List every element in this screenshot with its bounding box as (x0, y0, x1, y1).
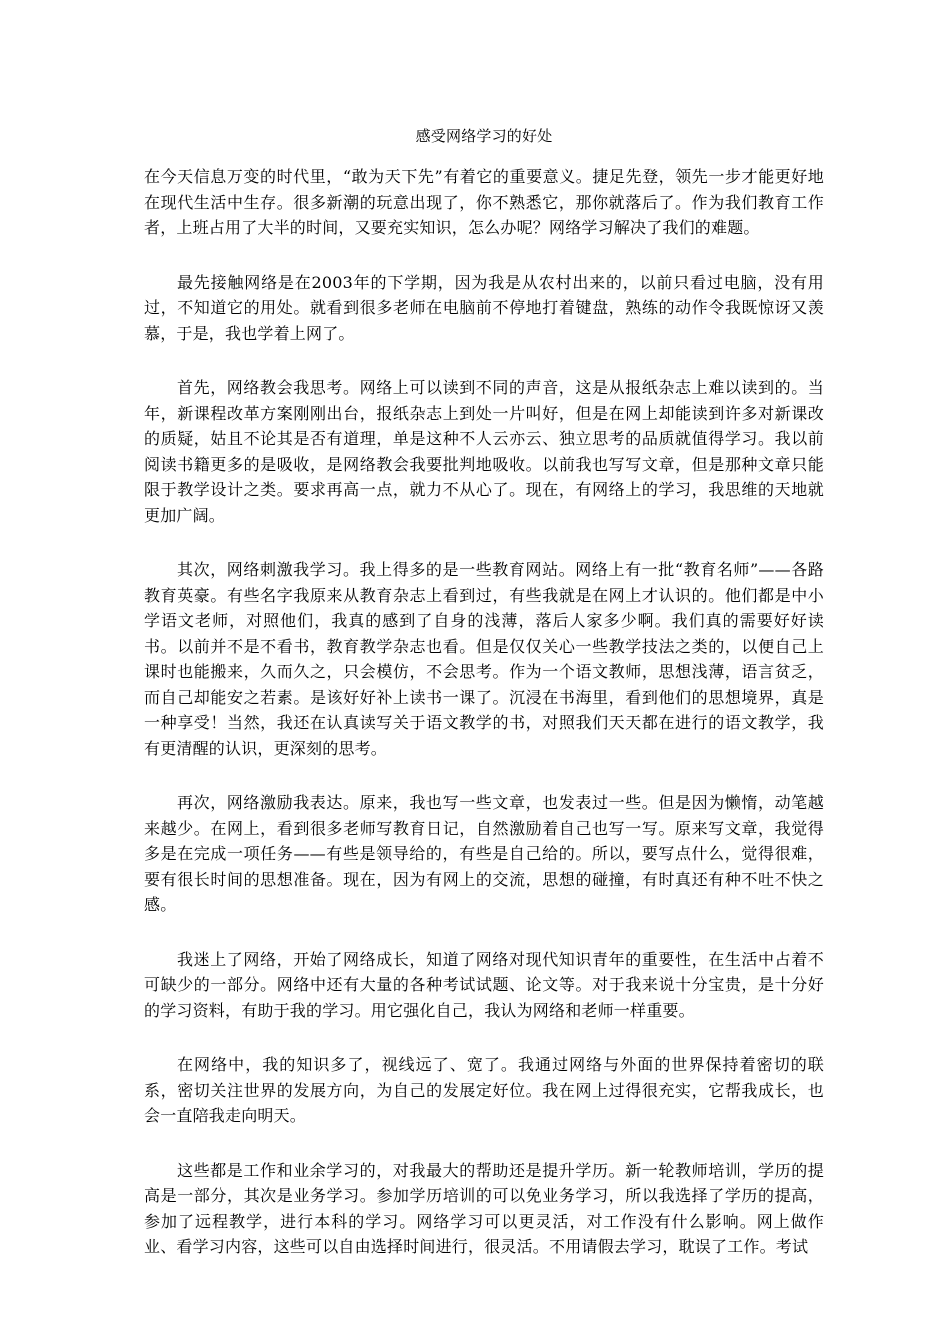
document-title: 感受网络学习的好处 (415, 127, 553, 145)
paragraph-first-contact: 最先接触网络是在2003年的下学期，因为我是从农村出来的，以前只看过电脑，没有用过，不知道它的用处。就看到很多老师在电脑前不停地打着键盘，熟练的动作令我既惊讶又羡慕，于是，我也学着上网了。 (144, 272, 824, 343)
paragraph-learning: 其次，网络刺激我学习。我上得多的是一些教育网站。网络上有一批“教育名师”——各路教育英豪。有些名字我原来从教育杂志上看到过，有些我就是在网上才认识的。他们都是中小学语文老师，对照他们，我真的感到了自身的浅薄，落后人家多少啊。我们真的需要好好读书。以前并不是不看书，教育教学杂志也看。但是仅仅关心一些教学技法之类的，以便自己上课时也能搬来，久而久之，只会模仿，不会思考。作为一个语文教师，思想浅薄，语言贫乏，而自己却能安之若素。是该好好补上读书一课了。沉浸在书海里，看到他们的思想境界，真是一种享受！当然，我还在认真读写关于语文教学的书，对照我们天天都在进行的语文教学，我有更清醒的认识，更深刻的思考。 (144, 560, 824, 758)
paragraph-degree: 这些都是工作和业余学习的，对我最大的帮助还是提升学历。新一轮教师培训，学历的提高是一部分，其次是业务学习。参加学历培训的可以免业务学习，所以我选择了学历的提高，参加了远程教学，进行本科的学习。网络学习可以更灵活，对工作没有什么影响。网上做作业、看学习内容，这些可以自由选择时间进行，很灵活。不用请假去学习，耽误了工作。考试 (144, 1160, 824, 1256)
paragraph-expression: 再次，网络激励我表达。原来，我也写一些文章，也发表过一些。但是因为懒惰，动笔越来越少。在网上，看到很多老师写教育日记，自然激励着自己也写一写。原来写文章，我觉得多是在完成一项任务——有些是领导给的，有些是自己给的。所以，要写点什么，觉得很难，要有很长时间的思想准备。现在，因为有网上的交流，思想的碰撞，有时真还有种不吐不快之感。 (144, 793, 824, 914)
paragraph-intro: 在今天信息万变的时代里，“敢为天下先”有着它的重要意义。捷足先登，领先一步才能更好地在现代生活中生存。很多新潮的玩意出现了，你不熟悉它，那你就落后了。作为我们教育工作者，上班占用了大半的时间，又要充实知识，怎么办呢？网络学习解决了我们的难题。 (144, 167, 824, 237)
paragraph-thinking: 首先，网络教会我思考。网络上可以读到不同的声音，这是从报纸杂志上难以读到的。当年，新课程改革方案刚刚出台，报纸杂志上到处一片叫好，但是在网上却能读到许多对新课改的质疑，姑且不论其是否有道理，单是这种不人云亦云、独立思考的品质就值得学习。我以前阅读书籍更多的是吸收，是网络教会我要批判地吸收。以前我也写写文章，但是那种文章只能限于教学设计之类。要求再高一点，就力不从心了。现在，有网络上的学习，我思维的天地就更加广阔。 (144, 378, 824, 525)
paragraph-growth: 我迷上了网络，开始了网络成长，知道了网络对现代知识青年的重要性，在生活中占着不可缺少的一部分。网络中还有大量的各种考试试题、论文等。对于我来说十分宝贵，是十分好的学习资料，有助于我的学习。用它强化自己，我认为网络和老师一样重要。 (144, 949, 824, 1020)
paragraph-knowledge: 在网络中，我的知识多了，视线远了、宽了。我通过网络与外面的世界保持着密切的联系，密切关注世界的发展方向，为自己的发展定好位。我在网上过得很充实，它帮我成长，也会一直陪我走向明天。 (144, 1055, 824, 1125)
document-body (144, 164, 824, 1289)
